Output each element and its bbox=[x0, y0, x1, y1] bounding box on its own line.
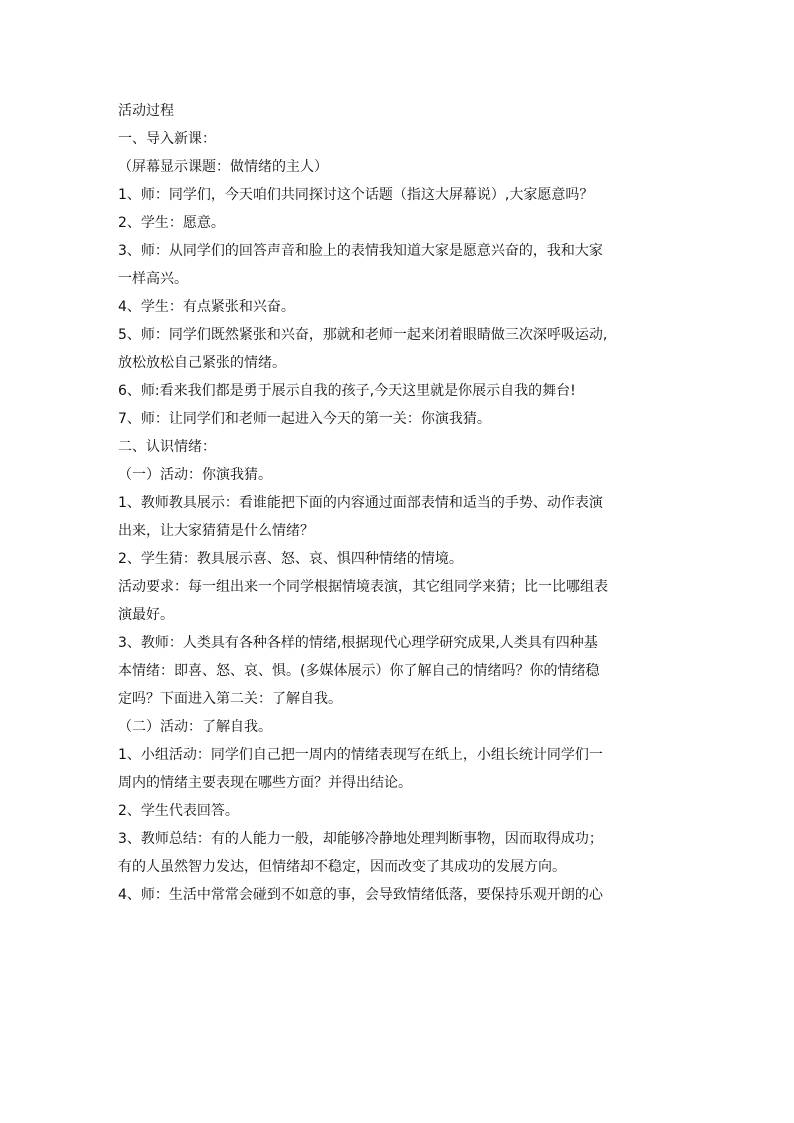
text-line: 2、学生：愿意。 bbox=[118, 215, 225, 231]
text-line: 7、师：让同学们和老师一起进入今天的第一关：你演我猜。 bbox=[118, 411, 491, 427]
text-line: 定吗？下面进入第二关：了解自我。 bbox=[118, 691, 342, 707]
subheading-activity-1: （一）活动：你演我猜。 bbox=[118, 467, 272, 483]
text-line: 一样高兴。 bbox=[118, 271, 188, 287]
text-line: 1、教师教具展示：看谁能把下面的内容通过面部表情和适当的手势、动作表演 bbox=[118, 495, 603, 511]
text-line: 6、师:看来我们都是勇于展示自我的孩子,今天这里就是你展示自我的舞台! bbox=[118, 383, 576, 399]
document-body bbox=[118, 97, 678, 909]
text-line: （屏幕显示课题：做情绪的主人） bbox=[118, 159, 328, 175]
heading-recognize-emotions: 二、认识情绪： bbox=[118, 439, 216, 455]
text-line: 3、教师总结：有的人能力一般，却能够冷静地处理判断事物，因而取得成功； bbox=[118, 831, 603, 847]
text-line: 有的人虽然智力发达，但情绪却不稳定，因而改变了其成功的发展方向。 bbox=[118, 859, 566, 875]
text-line: 本情绪：即喜、怒、哀、惧。(多媒体展示）你了解自己的情绪吗？你的情绪稳 bbox=[118, 663, 600, 679]
text-line: 2、学生猜：教具展示喜、怒、哀、惧四种情绪的情境。 bbox=[118, 551, 463, 567]
text-line: 出来，让大家猜猜是什么情绪？ bbox=[118, 523, 314, 539]
text-line: 活动要求：每一组出来一个同学根据情境表演，其它组同学来猜；比一比哪组表 bbox=[118, 579, 608, 595]
text-line: 1、师：同学们，今天咱们共同探讨这个话题（指这大屏幕说）,大家愿意吗？ bbox=[118, 187, 594, 203]
text-line: 演最好。 bbox=[118, 607, 174, 623]
section-title: 活动过程 bbox=[118, 103, 174, 119]
text-line: 1、小组活动：同学们自己把一周内的情绪表现写在纸上，小组长统计同学们一 bbox=[118, 747, 603, 763]
text-line: 放松放松自己紧张的情绪。 bbox=[118, 355, 286, 371]
text-line: 4、学生：有点紧张和兴奋。 bbox=[118, 299, 295, 315]
text-line: 2、学生代表回答。 bbox=[118, 803, 239, 819]
heading-intro: 一、导入新课： bbox=[118, 131, 216, 147]
text-line: 5、师：同学们既然紧张和兴奋，那就和老师一起来闭着眼睛做三次深呼吸运动, bbox=[118, 327, 608, 343]
text-line: 3、师：从同学们的回答声音和脸上的表情我知道大家是愿意兴奋的，我和大家 bbox=[118, 243, 603, 259]
text-line: 3、教师：人类具有各种各样的情绪,根据现代心理学研究成果,人类具有四种基 bbox=[118, 635, 598, 651]
text-line: 周内的情绪主要表现在哪些方面？并得出结论。 bbox=[118, 775, 412, 791]
subheading-activity-2: （二）活动：了解自我。 bbox=[118, 719, 272, 735]
text-line: 4、师：生活中常常会碰到不如意的事，会导致情绪低落，要保持乐观开朗的心 bbox=[118, 887, 603, 903]
